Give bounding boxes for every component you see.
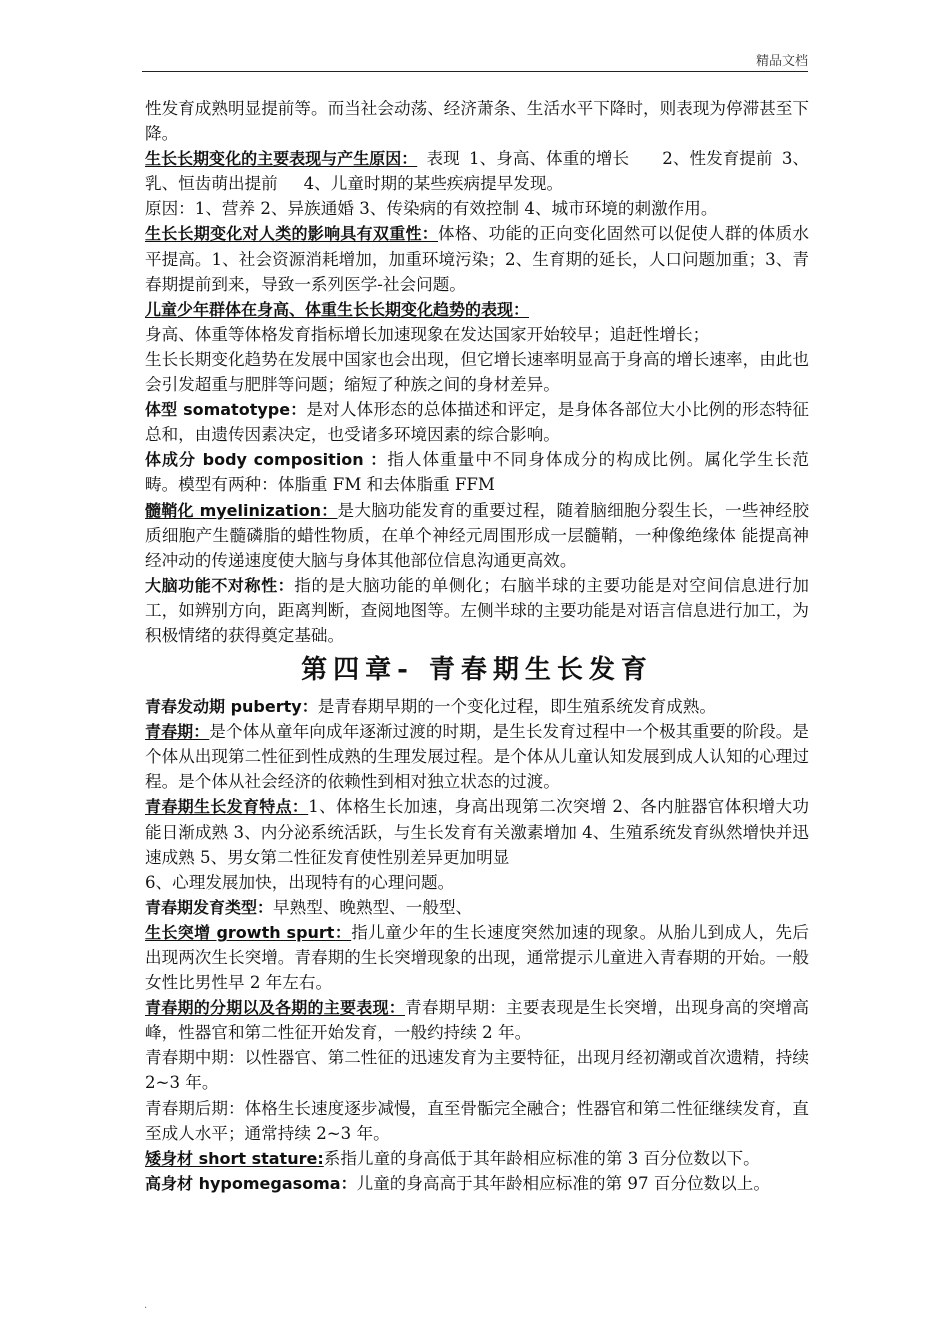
term-label: 青春发动期 puberty： <box>145 697 318 717</box>
term-label: 生长突增 growth spurt： <box>145 922 352 942</box>
term-label: 大脑功能不对称性： <box>145 575 295 595</box>
paragraph <box>145 447 809 497</box>
paragraph: 原因：1、营养 2、异族通婚 3、传染病的有效控制 4、城市环境的刺激作用。 <box>145 199 718 219</box>
paragraph <box>145 397 809 447</box>
term-text: 是青春期早期的一个变化过程，即生殖系统发育成熟。 <box>317 697 716 717</box>
term-label: 儿童少年群体在身高、体重生长长期变化趋势的表现： <box>145 299 530 319</box>
paragraph <box>145 498 809 573</box>
term-text: 指儿童少年的生长速度突然加速的现象。从胎儿到成人，先后出现两次生长突增。青春期的生长突增现象的出现，通常提示儿童进入青春期的开始。一般女性比男性早 2 年左右。 <box>145 922 809 993</box>
paragraph <box>145 1146 809 1171</box>
term-text: 表现 1、身高、体重的增长 2、性发育提前 3、乳、恒齿萌出提前 4、儿童时期的某些疾病提早发现。 <box>145 149 809 194</box>
term-label: 高身材 hypomegasoma： <box>145 1173 357 1193</box>
term-label: 青春期： <box>145 722 210 742</box>
term-text: 指人体重量中不同身体成分的构成比例。属化学生长范畴。模型有两种：体脂重 FM 和去体脂重 FFM <box>145 450 809 495</box>
header-label: 精品文档 <box>755 54 808 69</box>
paragraph: 生长长期变化趋势在发展中国家也会出现，但它增长速率明显高于身高的增长速率，由此也会引发超重与肥胖等问题；缩短了种族之间的身材差异。 <box>145 349 809 395</box>
paragraph: 性发育成熟明显提前等。而当社会动荡、经济萧条、生活水平下降时，则表现为停滞甚至下降。 <box>145 99 809 144</box>
header-rule <box>142 71 808 72</box>
term-text: 1、体格生长加速，身高出现第二次突增 2、各内脏器官体积增大功能日渐成熟 3、内分泌系统活跃，与生长发育有关激素增加 4、生殖系统发育纵然增快并迅速成熟 5、男女第二性征发育使性别差异更加明显 <box>145 797 809 867</box>
term-label: 矮身材 short stature: <box>145 1148 324 1168</box>
term-text: 是个体从童年向成年逐渐过渡的时期，是生长发育过程中一个极其重要的阶段。是个体从出现第二性征到性成熟的生理发展过程。是个体从儿童认知发展到成人认知的心理过程。是个体从社会经济的依赖性到相对独立状态的过渡。 <box>145 722 809 792</box>
paragraph <box>145 794 809 869</box>
chapter-title: 第四章- 青春期生长发育 <box>301 655 653 686</box>
term-label: 青春期发育类型： <box>145 897 274 917</box>
term-label: 髓鞘化 myelinization： <box>145 500 338 520</box>
footer-mark: . <box>144 1300 148 1311</box>
term-label: 生长长期变化的主要表现与产生原因： <box>145 149 418 169</box>
paragraph <box>145 1171 809 1196</box>
paragraph <box>145 146 809 196</box>
paragraph <box>145 895 809 920</box>
term-text: 是大脑功能发育的重要过程，随着脑细胞分裂生长，一些神经胶质细胞产生髓磷脂的蜡性物质，在单个神经元周围形成一层髓鞘，一种像绝缘体 能提高神经冲动的传递速度使大脑与身体其他部位信息沟通更高效。 <box>145 500 809 570</box>
paragraph: 6、心理发展加快，出现特有的心理问题。 <box>145 872 455 892</box>
term-text: 是对人体形态的总体描述和评定，是身体各部位大小比例的形态特征总和，由遗传因素决定，也受诸多环境因素的综合影响。 <box>145 400 809 445</box>
paragraph <box>145 573 809 648</box>
term-label: 青春期的分期以及各期的主要表现： <box>145 998 405 1018</box>
term-text: 青春期早期：主要表现是生长突增，出现身高的突增高峰，性器官和第二性征开始发育，一般约持续 2 年。 <box>145 998 809 1043</box>
term-text: 体格、功能的正向变化固然可以促使人群的体质水平提高。1、社会资源消耗增加，加重环境污染；2、生育期的延长，人口问题加重；3、青春期提前到来，导致一系列医学-社会问题。 <box>145 224 809 294</box>
paragraph <box>145 221 809 296</box>
term-text: 指的是大脑功能的单侧化；右脑半球的主要功能是对空间信息进行加工，如辨别方向，距离判断，查阅地图等。左侧半球的主要功能是对语言信息进行加工，为积极情绪的获得奠定基础。 <box>145 575 809 645</box>
term-label: 青春期生长发育特点： <box>145 797 309 817</box>
term-label: 生长长期变化对人类的影响具有双重性： <box>145 224 439 244</box>
term-text: 儿童的身高高于其年龄相应标准的第 97 百分位数以上。 <box>356 1173 770 1193</box>
term-label: 体成分 body composition ： <box>145 450 388 470</box>
paragraph <box>145 719 809 794</box>
paragraph <box>145 995 809 1045</box>
paragraph <box>145 297 809 322</box>
paragraph: 青春期后期：体格生长速度逐步减慢，直至骨骺完全融合；性器官和第二性征继续发育，直至成人水平；通常持续 2~3 年。 <box>145 1098 809 1143</box>
paragraph <box>145 694 809 719</box>
paragraph: 身高、体重等体格发育指标增长加速现象在发达国家开始较早；追赶性增长； <box>145 324 710 344</box>
paragraph <box>145 920 809 995</box>
term-label: 体型 somatotype： <box>145 400 307 420</box>
paragraph: 青春期中期：以性器官、第二性征的迅速发育为主要特征，出现月经初潮或首次遗精，持续 2~3 年。 <box>145 1048 809 1093</box>
term-text: 系指儿童的身高低于其年龄相应标准的第 3 百分位数以下。 <box>323 1148 760 1168</box>
document-body <box>145 96 809 1196</box>
term-text: 早熟型、晚熟型、一般型、 <box>273 897 473 917</box>
